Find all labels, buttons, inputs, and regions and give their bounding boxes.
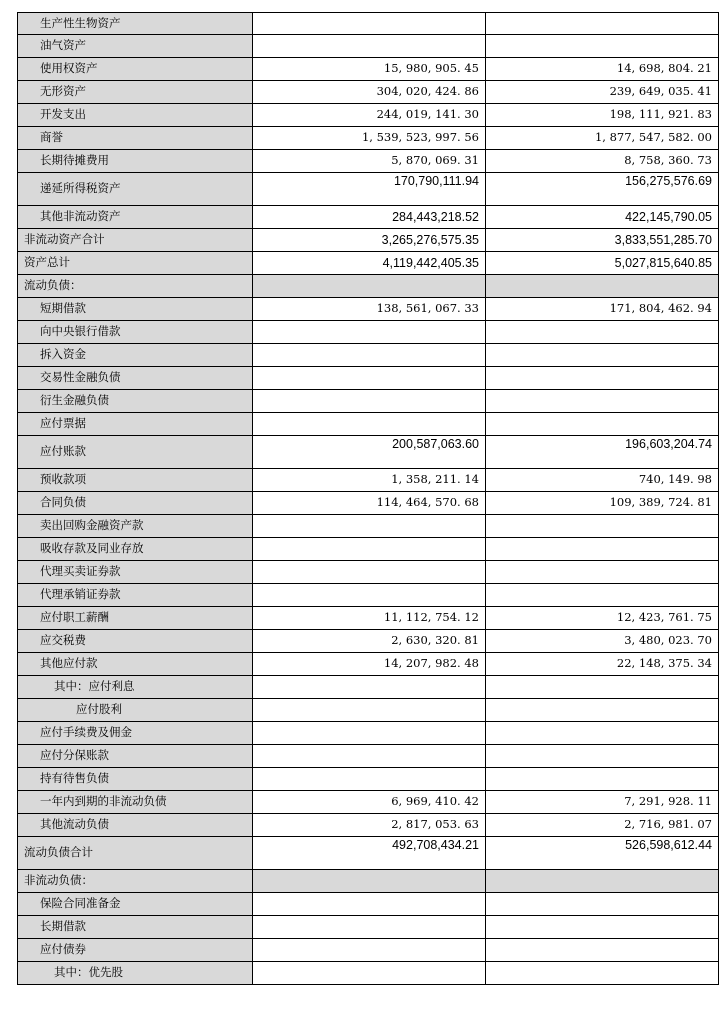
- current-period-value: [253, 538, 486, 561]
- table-row: [18, 630, 719, 653]
- table-row: [18, 791, 719, 814]
- row-label: 向中央银行借款: [18, 321, 253, 344]
- row-label: 保险合同准备金: [18, 893, 253, 916]
- prior-period-value: [486, 321, 719, 344]
- current-period-value: 15, 980, 905. 45: [253, 58, 486, 81]
- prior-period-value: [486, 676, 719, 699]
- current-period-value: [253, 35, 486, 58]
- table-row: [18, 745, 719, 768]
- table-row: [18, 367, 719, 390]
- prior-period-value: 8, 758, 360. 73: [486, 150, 719, 173]
- table-row: [18, 436, 719, 469]
- current-period-value: [253, 722, 486, 745]
- current-period-value: 114, 464, 570. 68: [253, 492, 486, 515]
- current-period-value: 1, 539, 523, 997. 56: [253, 127, 486, 150]
- table-row: [18, 939, 719, 962]
- current-period-value: [253, 344, 486, 367]
- row-label: 商誉: [18, 127, 253, 150]
- balance-sheet-body: [18, 13, 719, 985]
- prior-period-value: 526,598,612.44: [486, 837, 719, 870]
- current-period-value: [253, 745, 486, 768]
- row-label: 其他流动负债: [18, 814, 253, 837]
- prior-period-value: 740, 149. 98: [486, 469, 719, 492]
- row-label: 其中：应付利息: [18, 676, 253, 699]
- prior-period-value: [486, 745, 719, 768]
- current-period-value: [253, 275, 486, 298]
- table-row: [18, 413, 719, 436]
- row-label: 流动负债合计: [18, 837, 253, 870]
- row-label: 卖出回购金融资产款: [18, 515, 253, 538]
- row-label: 应付票据: [18, 413, 253, 436]
- table-row: [18, 538, 719, 561]
- row-label: 其中：优先股: [18, 962, 253, 985]
- current-period-value: 170,790,111.94: [253, 173, 486, 206]
- current-period-value: [253, 367, 486, 390]
- row-label: 长期待摊费用: [18, 150, 253, 173]
- table-row: [18, 127, 719, 150]
- row-label: 预收款项: [18, 469, 253, 492]
- row-label: 非流动负债：: [18, 870, 253, 893]
- table-row: [18, 607, 719, 630]
- current-period-value: 1, 358, 211. 14: [253, 469, 486, 492]
- current-period-value: 3,265,276,575.35: [253, 229, 486, 252]
- row-label: 应付职工薪酬: [18, 607, 253, 630]
- row-label: 无形资产: [18, 81, 253, 104]
- table-row: [18, 561, 719, 584]
- table-row: [18, 962, 719, 985]
- prior-period-value: [486, 515, 719, 538]
- table-row: [18, 699, 719, 722]
- prior-period-value: 239, 649, 035. 41: [486, 81, 719, 104]
- prior-period-value: 7, 291, 928. 11: [486, 791, 719, 814]
- table-row: [18, 344, 719, 367]
- prior-period-value: [486, 962, 719, 985]
- current-period-value: 5, 870, 069. 31: [253, 150, 486, 173]
- table-row: [18, 492, 719, 515]
- row-label: 应付债券: [18, 939, 253, 962]
- table-row: [18, 653, 719, 676]
- prior-period-value: 3, 480, 023. 70: [486, 630, 719, 653]
- current-period-value: 138, 561, 067. 33: [253, 298, 486, 321]
- current-period-value: 492,708,434.21: [253, 837, 486, 870]
- table-row: [18, 469, 719, 492]
- row-label: 其他非流动资产: [18, 206, 253, 229]
- prior-period-value: 198, 111, 921. 83: [486, 104, 719, 127]
- prior-period-value: [486, 35, 719, 58]
- table-row: [18, 893, 719, 916]
- table-row: [18, 515, 719, 538]
- row-label: 衍生金融负债: [18, 390, 253, 413]
- prior-period-value: [486, 584, 719, 607]
- table-row: [18, 252, 719, 275]
- table-row: [18, 35, 719, 58]
- table-row: [18, 768, 719, 791]
- current-period-value: [253, 515, 486, 538]
- row-label: 一年内到期的非流动负债: [18, 791, 253, 814]
- prior-period-value: [486, 561, 719, 584]
- current-period-value: [253, 962, 486, 985]
- row-label: 开发支出: [18, 104, 253, 127]
- prior-period-value: [486, 722, 719, 745]
- table-row: [18, 916, 719, 939]
- current-period-value: 14, 207, 982. 48: [253, 653, 486, 676]
- current-period-value: 244, 019, 141. 30: [253, 104, 486, 127]
- current-period-value: 200,587,063.60: [253, 436, 486, 469]
- current-period-value: [253, 413, 486, 436]
- current-period-value: [253, 561, 486, 584]
- row-label: 资产总计: [18, 252, 253, 275]
- row-label: 递延所得税资产: [18, 173, 253, 206]
- prior-period-value: 109, 389, 724. 81: [486, 492, 719, 515]
- table-row: [18, 722, 719, 745]
- current-period-value: 4,119,442,405.35: [253, 252, 486, 275]
- current-period-value: 304, 020, 424. 86: [253, 81, 486, 104]
- row-label: 合同负债: [18, 492, 253, 515]
- prior-period-value: 156,275,576.69: [486, 173, 719, 206]
- table-row: [18, 298, 719, 321]
- table-row: [18, 584, 719, 607]
- row-label: 其他应付款: [18, 653, 253, 676]
- row-label: 吸收存款及同业存放: [18, 538, 253, 561]
- prior-period-value: [486, 768, 719, 791]
- prior-period-value: 14, 698, 804. 21: [486, 58, 719, 81]
- row-label: 应交税费: [18, 630, 253, 653]
- table-row: [18, 58, 719, 81]
- prior-period-value: [486, 893, 719, 916]
- current-period-value: [253, 939, 486, 962]
- row-label: 应付手续费及佣金: [18, 722, 253, 745]
- current-period-value: [253, 584, 486, 607]
- row-label: 持有待售负债: [18, 768, 253, 791]
- table-row: [18, 275, 719, 298]
- current-period-value: [253, 390, 486, 413]
- prior-period-value: [486, 538, 719, 561]
- prior-period-value: [486, 413, 719, 436]
- current-period-value: 2, 817, 053. 63: [253, 814, 486, 837]
- prior-period-value: 22, 148, 375. 34: [486, 653, 719, 676]
- table-row: [18, 676, 719, 699]
- prior-period-value: 2, 716, 981. 07: [486, 814, 719, 837]
- table-row: [18, 229, 719, 252]
- current-period-value: [253, 13, 486, 35]
- table-row: [18, 173, 719, 206]
- table-row: [18, 321, 719, 344]
- prior-period-value: 12, 423, 761. 75: [486, 607, 719, 630]
- table-row: [18, 81, 719, 104]
- row-label: 代理承销证券款: [18, 584, 253, 607]
- row-label: 拆入资金: [18, 344, 253, 367]
- row-label: 应付账款: [18, 436, 253, 469]
- balance-sheet-table: [17, 12, 719, 985]
- prior-period-value: 196,603,204.74: [486, 436, 719, 469]
- prior-period-value: 1, 877, 547, 582. 00: [486, 127, 719, 150]
- row-label: 流动负债：: [18, 275, 253, 298]
- prior-period-value: [486, 367, 719, 390]
- prior-period-value: [486, 344, 719, 367]
- current-period-value: 2, 630, 320. 81: [253, 630, 486, 653]
- prior-period-value: 171, 804, 462. 94: [486, 298, 719, 321]
- row-label: 应付分保账款: [18, 745, 253, 768]
- prior-period-value: [486, 699, 719, 722]
- prior-period-value: 422,145,790.05: [486, 206, 719, 229]
- current-period-value: 6, 969, 410. 42: [253, 791, 486, 814]
- prior-period-value: [486, 13, 719, 35]
- current-period-value: [253, 699, 486, 722]
- current-period-value: [253, 893, 486, 916]
- current-period-value: [253, 676, 486, 699]
- table-row: [18, 814, 719, 837]
- current-period-value: [253, 916, 486, 939]
- table-row: [18, 870, 719, 893]
- table-row: [18, 13, 719, 35]
- table-row: [18, 104, 719, 127]
- prior-period-value: 3,833,551,285.70: [486, 229, 719, 252]
- current-period-value: [253, 768, 486, 791]
- row-label: 使用权资产: [18, 58, 253, 81]
- row-label: 应付股利: [18, 699, 253, 722]
- row-label: 交易性金融负债: [18, 367, 253, 390]
- prior-period-value: [486, 870, 719, 893]
- current-period-value: [253, 870, 486, 893]
- row-label: 油气资产: [18, 35, 253, 58]
- table-row: [18, 206, 719, 229]
- prior-period-value: [486, 916, 719, 939]
- current-period-value: 11, 112, 754. 12: [253, 607, 486, 630]
- current-period-value: 284,443,218.52: [253, 206, 486, 229]
- prior-period-value: [486, 390, 719, 413]
- row-label: 生产性生物资产: [18, 13, 253, 35]
- table-row: [18, 837, 719, 870]
- table-row: [18, 150, 719, 173]
- prior-period-value: [486, 275, 719, 298]
- table-row: [18, 390, 719, 413]
- row-label: 代理买卖证券款: [18, 561, 253, 584]
- current-period-value: [253, 321, 486, 344]
- prior-period-value: 5,027,815,640.85: [486, 252, 719, 275]
- row-label: 非流动资产合计: [18, 229, 253, 252]
- prior-period-value: [486, 939, 719, 962]
- row-label: 长期借款: [18, 916, 253, 939]
- row-label: 短期借款: [18, 298, 253, 321]
